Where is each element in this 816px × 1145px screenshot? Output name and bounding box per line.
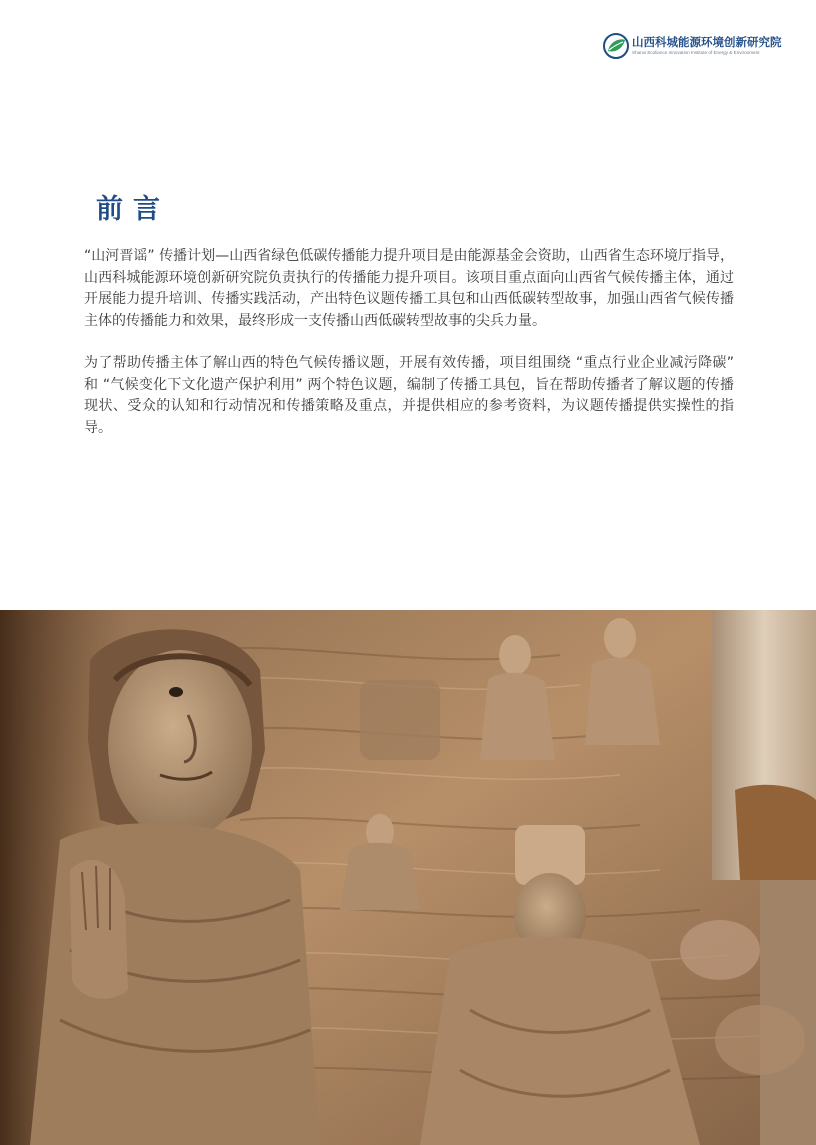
grotto-buddha-photo (0, 610, 816, 1145)
leaf-globe-icon (602, 32, 630, 60)
org-name: 山西科城能源环境创新研究院 (632, 35, 782, 49)
page-title: 前言 (96, 194, 170, 225)
preface-body (84, 246, 734, 439)
org-name-en: Shanxi Ecoliance Innovation Institute of Energy & Environment (632, 50, 760, 55)
paragraph-toolkit-purpose: 为了帮助传播主体了解山西的特色气候传播议题，开展有效传播，项目组围绕 “重点行业企业减污降碳” 和 “气候变化下文化遗产保护利用” 两个特色议题，编制了传播工具包，旨在帮助传播者了解议题的传播现状、受众的认知和行动情况和传播策略及重点，并提供相应的参考资料，为议题传播提供实操性的指导。 (84, 355, 734, 436)
org-logo (602, 32, 792, 60)
paragraph-project-intro: “山河晋谣” 传播计划—山西省绿色低碳传播能力提升项目是由能源基金会资助，山西省生态环境厅指导，山西科城能源环境创新研究院负责执行的传播能力提升项目。该项目重点面向山西省气候传播主体，通过开展能力提升培训、传播实践活动，产出特色议题传播工具包和山西低碳转型故事，加强山西省气候传播主体的传播能力和效果，最终形成一支传播山西低碳转型故事的尖兵力量。 (84, 248, 734, 329)
